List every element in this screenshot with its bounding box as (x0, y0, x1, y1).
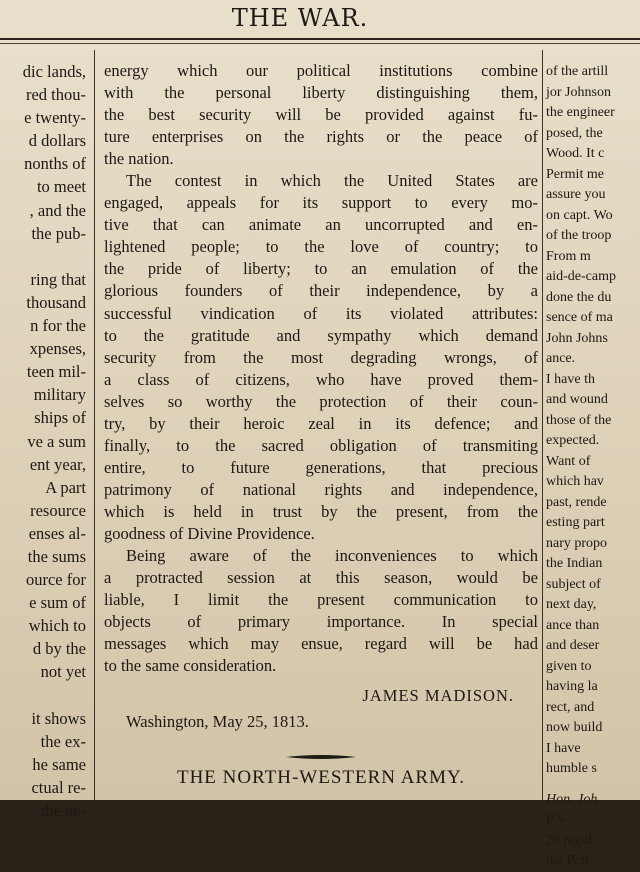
text-line: try, by their heroic zeal in its defence; and (104, 413, 538, 433)
text-line: having la (546, 679, 598, 694)
text-line: the Pott (546, 853, 590, 868)
text-line: teen mil- (26, 362, 86, 382)
text-line: lightened people; to the love of country; to (104, 237, 538, 257)
text-line: xpenses, (29, 339, 86, 359)
text-line: not yet (40, 662, 86, 682)
main-column (104, 60, 538, 789)
text-line: ance than (546, 617, 600, 633)
text-line: to the same consideration. (104, 656, 277, 676)
text-line: ource for (25, 570, 86, 590)
text-line: those of the (546, 412, 612, 428)
text-line: ve a sum (27, 431, 86, 451)
text-line: I have th (546, 371, 595, 387)
text-line: d by the (32, 639, 86, 659)
text-line: nary propo (546, 535, 608, 551)
header-rule (0, 38, 640, 40)
text-line: finally, to the sacred obligation of transmiting (104, 435, 538, 455)
text-line: ring that (30, 269, 86, 289)
text-line: the best security will be provided against fu- (104, 105, 538, 125)
text-line: ture enterprises on the rights or the peace of (104, 127, 538, 147)
text-line: P S (546, 812, 565, 827)
text-line: which hav (546, 474, 604, 489)
text-line: subject of (546, 576, 601, 592)
text-line: entire, to future generations, that precious (104, 457, 538, 477)
page-header-title: THE WAR. (231, 4, 369, 32)
text-line: From m (546, 248, 591, 264)
text-line: it shows (31, 708, 86, 728)
text-line: military (33, 385, 86, 405)
text-line: I have (546, 740, 581, 756)
text-line: objects of primary importance. In special (104, 612, 538, 632)
text-line: and wound (546, 392, 608, 407)
text-line: A part (45, 477, 86, 497)
text-line: engaged, appeals for its support to every mo- (104, 193, 538, 213)
dateline: Washington, May 25, 1813. (126, 712, 309, 732)
text-line: red thou- (25, 85, 86, 105)
signature: JAMES MADISON. (362, 686, 514, 706)
text-line: and deser (546, 638, 600, 653)
paragraph-3 (104, 545, 538, 677)
text-line: with the personal liberty distinguishing them, (104, 83, 538, 103)
text-line: done the du (546, 289, 612, 305)
text-line: to the gratitude and sympathy which demand (104, 325, 538, 345)
text-line: next day, (546, 597, 597, 612)
text-line: the engineer (546, 105, 615, 120)
text-line: he same (32, 754, 86, 774)
text-line (0, 684, 86, 707)
text-line: given to (546, 658, 592, 674)
text-line (0, 245, 86, 268)
text-line: Wood. It c (546, 146, 605, 161)
text-line: rect, and (546, 699, 595, 715)
text-line: the ne- (40, 801, 86, 820)
text-line: Want of (546, 453, 591, 469)
text-line: to meet (36, 177, 86, 197)
text-line: a class of citizens, who have proved them- (104, 369, 538, 389)
text-line: now build (546, 720, 603, 735)
text-line: posed, the (546, 125, 603, 141)
text-line: security from the most degrading wrongs, of (104, 347, 538, 367)
text-line: nonths of (24, 154, 86, 174)
left-column (0, 60, 86, 822)
text-line: which to (28, 616, 86, 636)
text-line: the Indian (546, 556, 603, 571)
text-line: liable, I limit the present communication to (104, 590, 538, 610)
text-line: ctual re- (31, 777, 86, 797)
text-line: energy which our political institutions combine (104, 61, 538, 80)
text-line: tive that can animate an uncorrupted and en- (104, 215, 538, 235)
text-line: of the troop (546, 228, 612, 243)
text-line: successful vindication of its violated attributes: (104, 303, 538, 323)
text-line: aid-de-camp (546, 269, 616, 284)
paragraph-1 (104, 60, 538, 170)
ornament-rule-icon (286, 753, 356, 761)
text-line: e twenty- (24, 108, 86, 128)
text-line: e sum of (29, 593, 86, 613)
text-line: a protracted session at this season, would be (104, 568, 538, 588)
text-line: expected. (546, 433, 600, 448)
text-line: the pub- (31, 223, 86, 243)
text-line: the sums (27, 546, 86, 566)
text-line: ance. (546, 351, 576, 366)
header-rule-thin (0, 43, 640, 44)
section-heading: THE NORTH-WESTERN ARMY. (176, 767, 466, 789)
text-line: jor Johnson (546, 84, 611, 100)
text-line: esting part (546, 515, 605, 530)
text-line: selves so worthy the protection of their coun- (104, 391, 538, 411)
text-line: the pride of liberty; to an emulation of the (104, 259, 538, 279)
text-line: humble s (546, 761, 597, 776)
text-line: , and the (29, 200, 86, 220)
column-divider-left (94, 50, 95, 800)
right-column (546, 62, 640, 872)
text-line: Being aware of the inconveniences to which (126, 546, 538, 566)
text-line: on capt. Wo (546, 207, 613, 223)
text-line: thousand (26, 292, 86, 312)
text-line: the ex- (40, 731, 86, 751)
text-line: n for the (30, 316, 86, 336)
text-line: glorious founders of their independence, by a (104, 281, 538, 301)
text-line: of the artill (546, 64, 609, 79)
text-line: resource (30, 500, 86, 520)
text-line: the nation. (104, 149, 174, 169)
text-line: assure you (546, 187, 606, 202)
text-line: John Johns (546, 330, 608, 346)
text-line: Hon. Joh (546, 791, 598, 807)
text-line: d dollars (28, 131, 86, 151)
paragraph-2 (104, 170, 538, 545)
text-line: sence of ma (546, 310, 613, 325)
text-line: ships of (34, 408, 86, 428)
text-line: patrimony of national rights and independence, (104, 479, 538, 499)
text-line: ent year, (29, 454, 86, 474)
text-line: which is held in trust by the present, from the (104, 501, 538, 521)
text-line: messages which may ensue, regard will be had (104, 634, 538, 654)
text-line: The contest in which the United States are (126, 171, 538, 191)
text-line: dic lands, (22, 62, 86, 81)
text-line: past, rende (546, 494, 607, 510)
text-line: 20 regul (546, 832, 593, 848)
text-line: Permit me (546, 166, 604, 182)
text-line: goodness of Divine Providence. (104, 523, 315, 543)
column-divider-right (542, 50, 543, 800)
text-line: enses al- (28, 523, 86, 543)
